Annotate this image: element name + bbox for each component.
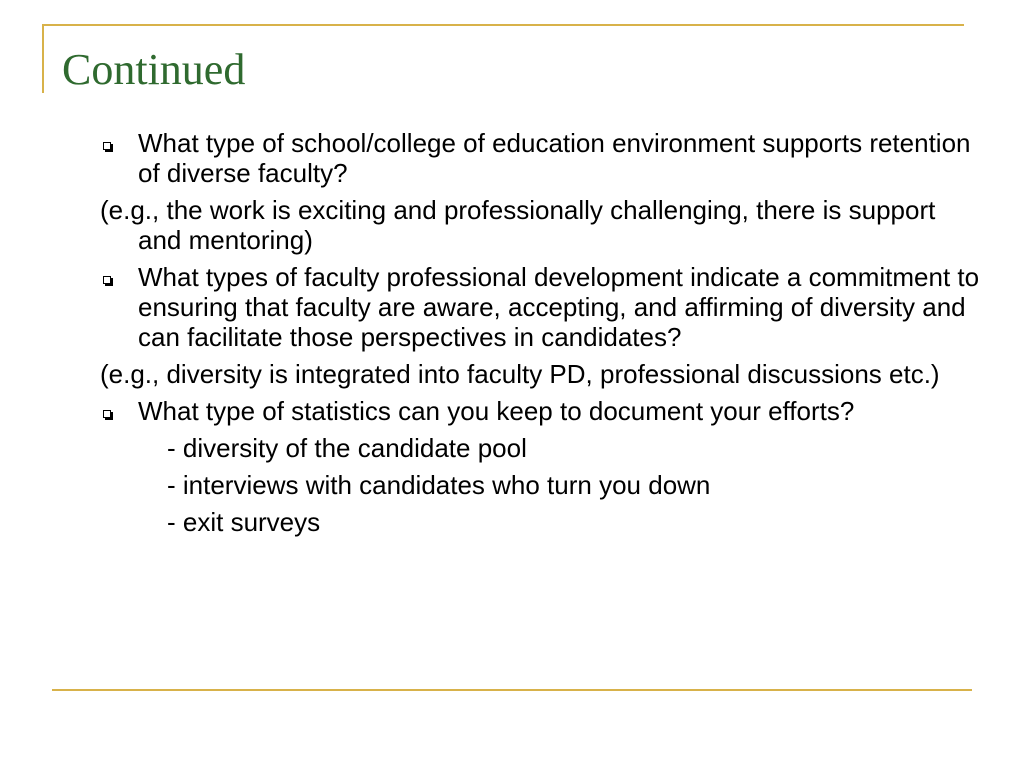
sub-item-2: - interviews with candidates who turn you down (167, 470, 711, 500)
sub-item-1: - diversity of the candidate pool (167, 433, 527, 463)
top-accent-line (42, 24, 964, 26)
list-item-2 (100, 262, 980, 352)
bottom-accent-line (52, 689, 972, 691)
list-item-3 (100, 396, 980, 426)
sub-item-3: - exit surveys (167, 507, 321, 537)
square-bullet-icon (103, 276, 111, 284)
list-item-1 (100, 128, 980, 188)
example-note-1 (100, 195, 980, 255)
example-note-2 (100, 359, 980, 389)
list-item-text: What type of statistics can you keep to document your efforts? (138, 396, 855, 426)
list-item-text: What type of school/college of education environment supports retention of diverse faculty? (138, 128, 971, 188)
example-note-text: (e.g., the work is exciting and professionally challenging, there is support and mentoring) (100, 195, 936, 255)
square-bullet-icon (103, 142, 111, 150)
list-item-text: What types of faculty professional development indicate a commitment to ensuring that faculty are aware, accepting, and affirming of diversity and can facilitate those perspectives in candidates? (138, 262, 980, 352)
left-accent-line (42, 25, 44, 93)
slide-title: Continued (62, 45, 246, 94)
slide-body (100, 128, 980, 544)
square-bullet-icon (103, 410, 111, 418)
example-note-text: (e.g., diversity is integrated into faculty PD, professional discussions etc.) (100, 359, 940, 389)
